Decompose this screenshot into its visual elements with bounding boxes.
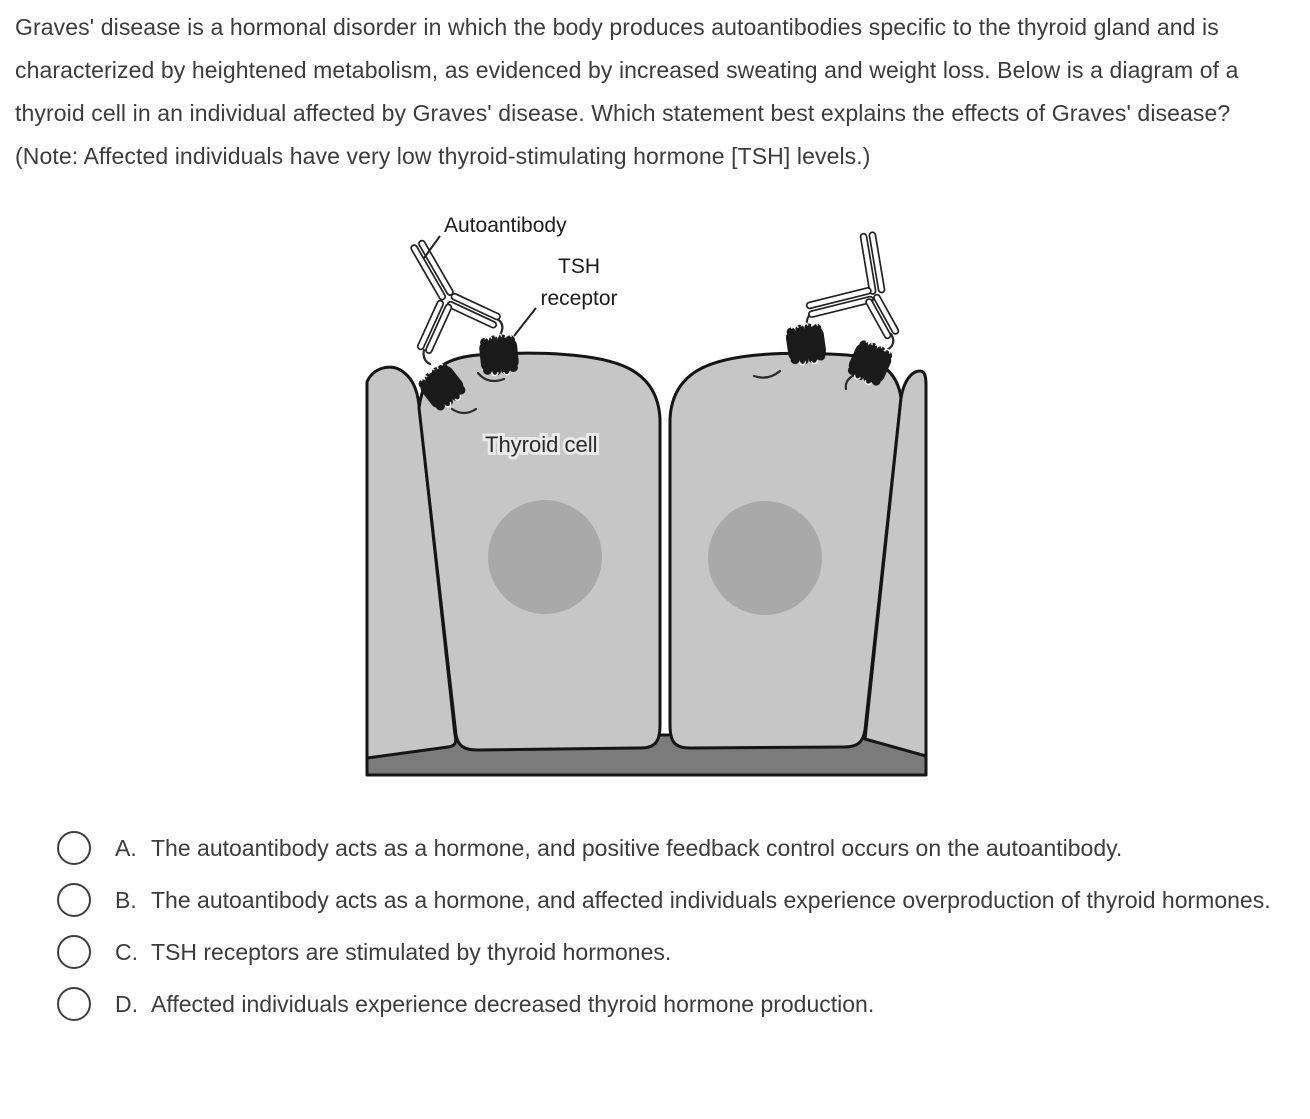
tsh-receptor-icon [784, 320, 827, 367]
option-row-b[interactable] [15, 879, 1297, 922]
option-a-text: The autoantibody acts as a hormone, and positive feedback control occurs on the autoantibody. [151, 835, 1123, 861]
thyroid-diagram-figure [360, 205, 935, 781]
option-d-radio[interactable] [57, 987, 91, 1021]
option-c-letter: C. [115, 939, 138, 965]
label-thyroid-cell: Thyroid cell [485, 432, 598, 457]
label-receptor: receptor [540, 287, 618, 310]
option-row-a[interactable] [15, 827, 1297, 870]
label-autoantibody: Autoantibody [444, 214, 567, 237]
option-b-radio[interactable] [57, 883, 91, 917]
autoantibody-icon-left [410, 240, 501, 355]
option-d-letter: D. [115, 991, 138, 1017]
tsh-receptor-icon [478, 332, 520, 377]
option-b-text: The autoantibody acts as a hormone, and affected individuals experience overproduction of thyroid hormones. [151, 887, 1271, 913]
option-row-c[interactable] [15, 931, 1297, 974]
option-b-letter: B. [115, 887, 137, 913]
nucleus-2 [708, 501, 822, 615]
option-a-radio[interactable] [57, 831, 91, 865]
question-text: Graves' disease is a hormonal disorder in which the body produces autoantibodies specific to the thyroid gland and is characterized by heightened metabolism, as evidenced by increased sweating and weight loss. Below is a diagram of a thyroid cell in an individual affected by Graves' disease. Which statement best explains the effects of Graves' disease? (Note: Affected individuals have very low thyroid-stimulating hormone [TSH] levels.) [15, 14, 1239, 169]
receptor-leader-line [514, 308, 536, 336]
autoantibody-icon-right [806, 232, 899, 340]
label-tsh: TSH [558, 255, 600, 278]
option-c-radio[interactable] [57, 935, 91, 969]
option-c-text: TSH receptors are stimulated by thyroid hormones. [151, 939, 672, 965]
thyroid-diagram [360, 205, 935, 781]
option-a-letter: A. [115, 835, 137, 861]
nucleus-1 [488, 500, 602, 614]
option-row-d[interactable] [15, 983, 1297, 1026]
option-d-text: Affected individuals experience decreased thyroid hormone production. [151, 991, 875, 1017]
answer-options [15, 827, 1297, 1026]
